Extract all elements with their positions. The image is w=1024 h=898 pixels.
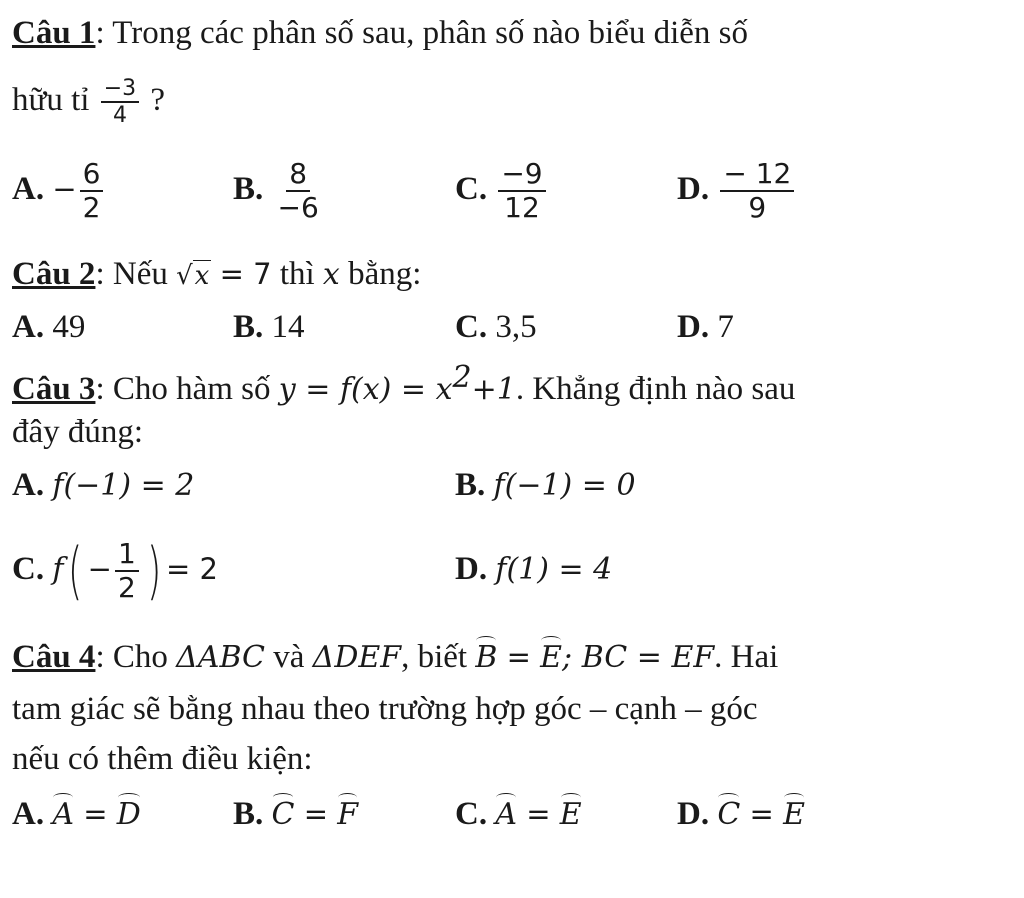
q2-label: Câu 2: [12, 256, 96, 292]
q3-option-c[interactable]: [12, 534, 218, 608]
q4-triangle-2: ΔDEF: [312, 640, 402, 675]
radicand: x: [194, 261, 210, 291]
option-letter: D.: [677, 796, 710, 832]
option-letter: B.: [455, 467, 486, 503]
fraction-numerator: 1: [115, 538, 139, 572]
option-letter: D.: [677, 309, 710, 345]
q4-triangle-1: ΔABC: [176, 640, 266, 675]
q4-option-a[interactable]: A. A = D: [12, 796, 141, 832]
option-fraction: [115, 538, 139, 604]
option-letter: C.: [455, 170, 488, 207]
fraction-numerator: −3: [101, 76, 139, 103]
q4-and: và: [273, 639, 305, 675]
angle-right: E: [559, 797, 582, 832]
fraction-denominator: −6: [277, 191, 319, 225]
q3-function-tail: +1: [471, 372, 516, 407]
sqrt-expression: √x: [176, 261, 210, 291]
option-fraction: [275, 158, 322, 224]
q1-option-d[interactable]: [677, 158, 797, 224]
q3-option-d[interactable]: [455, 550, 612, 590]
q4-line3: [12, 740, 313, 780]
fraction-denominator: 12: [504, 191, 540, 225]
q1-label: Câu 1: [12, 15, 96, 51]
q3-text: : Cho hàm số: [95, 371, 271, 407]
angle-right: F: [337, 797, 359, 832]
option-letter: C.: [455, 309, 488, 345]
q1-text: : Trong các phân số sau, phân số nào biểu diễn số: [95, 15, 749, 51]
q1-line1: [12, 14, 748, 54]
angle-b: B: [475, 640, 498, 675]
q3-label: Câu 3: [12, 371, 96, 407]
q2-text-mid: thì: [279, 256, 315, 292]
option-value: 49: [52, 309, 86, 345]
q4-option-b[interactable]: B. C = F: [233, 796, 359, 832]
angle-right: D: [116, 797, 141, 832]
fraction-denominator: 9: [748, 191, 767, 225]
q3-exponent: 2: [452, 360, 472, 395]
q4-line1: Câu 4: Cho ΔABC và ΔDEF, biết B = E; BC = EF. Hai: [12, 639, 779, 675]
q2-line1: [12, 255, 421, 295]
q3-text-2: đây đúng:: [12, 414, 144, 450]
angle-left: A: [52, 797, 75, 832]
q1-option-a[interactable]: [12, 158, 106, 224]
option-letter: D.: [455, 551, 488, 587]
option-letter: A.: [12, 309, 45, 345]
option-letter: A.: [12, 796, 45, 832]
q2-option-d[interactable]: [677, 308, 734, 348]
option-letter: B.: [233, 309, 264, 345]
option-letter: D.: [677, 170, 710, 207]
option-letter: C.: [455, 796, 488, 832]
angle-left: C: [271, 797, 295, 832]
q3-line2: [12, 413, 143, 453]
q4-text: : Cho: [95, 639, 168, 675]
fraction-numerator: 8: [286, 158, 310, 192]
option-expression: f(−1) = 2: [52, 468, 195, 503]
option-letter: A.: [12, 170, 45, 207]
q4-text-3: nếu có thêm điều kiện:: [12, 741, 313, 777]
angle-right: E: [783, 797, 805, 832]
option-function: f: [52, 551, 64, 587]
q3-line1: [12, 360, 795, 410]
option-sign: −: [52, 171, 77, 206]
q4-know: , biết: [401, 639, 468, 675]
angle-left: C: [717, 797, 741, 832]
angle-left: A: [495, 797, 518, 832]
q4-label: Câu 4: [12, 639, 96, 675]
q4-option-d[interactable]: D. C = E: [677, 796, 805, 832]
option-letter: B.: [233, 170, 264, 207]
option-fraction: [80, 158, 104, 224]
q3-function: y = f(x) = x: [278, 372, 453, 407]
q4-line2: [12, 690, 758, 730]
option-value: 7: [717, 309, 734, 345]
q1-text-2: hữu tỉ: [12, 81, 90, 118]
fraction-numerator: 6: [80, 158, 104, 192]
fraction-denominator: 4: [112, 103, 127, 129]
q1-line2: [12, 76, 165, 129]
q4-text-2: tam giác sẽ bằng nhau theo trường hợp góc – cạnh – góc: [12, 691, 758, 727]
q2-option-a[interactable]: [12, 308, 85, 348]
option-letter: C.: [12, 550, 45, 587]
fraction-denominator: 2: [117, 571, 136, 605]
option-fraction: [498, 158, 545, 224]
q1-option-c[interactable]: [455, 158, 549, 224]
fraction-numerator: −9: [498, 158, 545, 192]
option-expression: f(1) = 4: [495, 552, 613, 587]
q1-question-mark: ?: [150, 81, 166, 118]
q2-equals: = 7: [219, 257, 272, 291]
q3-option-b[interactable]: [455, 466, 636, 506]
q2-option-c[interactable]: [455, 308, 537, 348]
q2-text-suffix: bằng:: [348, 256, 422, 292]
option-letter: B.: [233, 796, 264, 832]
q4-text-suffix: . Hai: [714, 639, 779, 675]
option-value: 3,5: [495, 309, 537, 345]
option-fraction: [720, 158, 794, 224]
right-paren: ): [146, 534, 162, 607]
q2-var: x: [322, 257, 340, 292]
option-expression: f(−1) = 0: [493, 468, 636, 503]
q1-option-b[interactable]: [233, 158, 325, 224]
angle-e: E: [540, 640, 563, 675]
q1-target-fraction: [101, 76, 139, 129]
option-sign: −: [87, 551, 112, 586]
fraction-denominator: 2: [82, 191, 101, 225]
option-value: 14: [271, 309, 305, 345]
q2-option-b[interactable]: [233, 308, 305, 348]
left-paren: (: [68, 534, 83, 607]
q2-text: : Nếu: [95, 256, 168, 292]
q3-option-a[interactable]: [12, 466, 194, 506]
option-tail: = 2: [166, 551, 218, 586]
q3-text-suffix: . Khẳng định nào sau: [515, 371, 796, 407]
q4-option-c[interactable]: C. A = E: [455, 796, 582, 832]
q4-condition-rest: ; BC = EF: [562, 640, 715, 675]
fraction-numerator: − 12: [720, 158, 794, 192]
option-letter: A.: [12, 467, 45, 503]
